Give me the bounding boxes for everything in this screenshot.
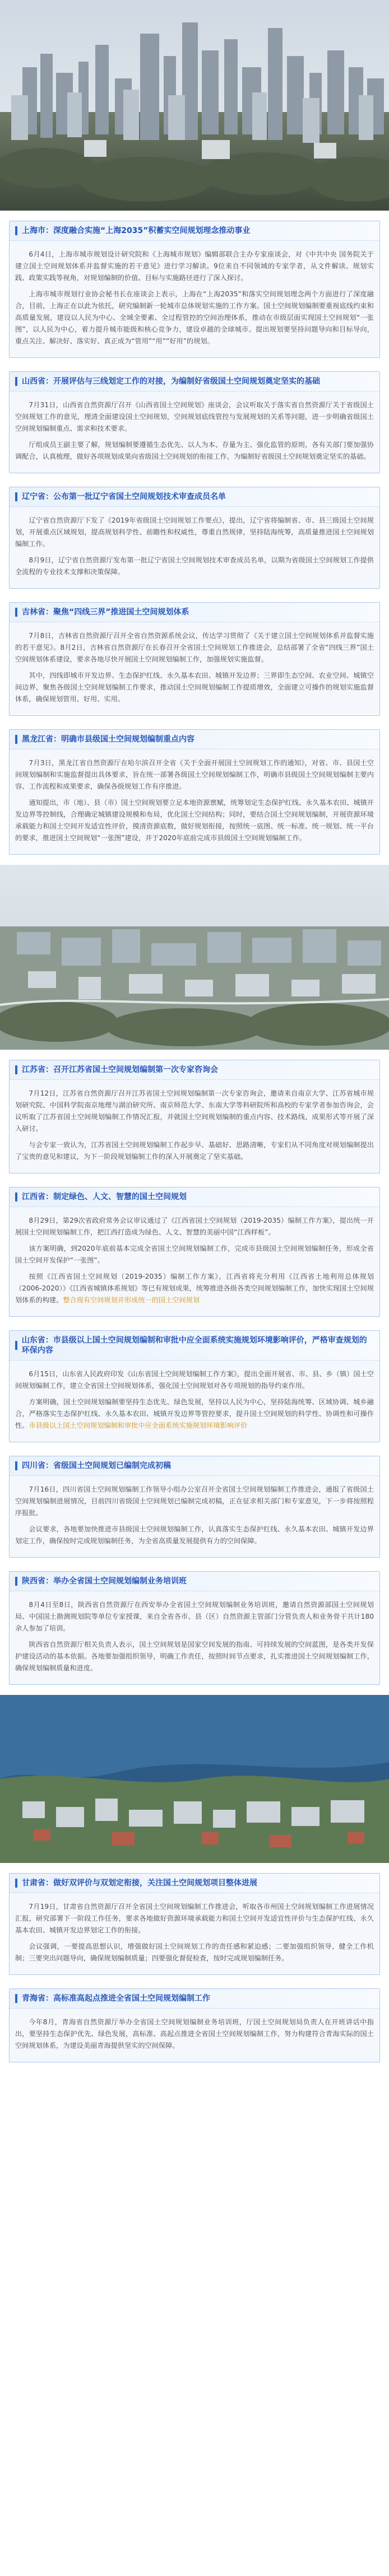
news-section-heilongjiang: [9, 729, 380, 855]
paragraph-text: 按照《江西省国土空间规划（2019-2035）编制工作方案》，江西省将充分利用《江西省土地利用总体规划（2006-2020）》《江西省城镇体系规划》等已有规划成果，统筹推进各级各类空间规划编制工作，加快实现国土空间规划体系的构建。: [15, 1273, 374, 1304]
news-section-sichuan: [9, 1456, 380, 1558]
section-title: 甘肃省：做好双评价与双划定衔接，关注国土空间规划项目整体进展: [22, 1879, 257, 1888]
section-title: 吉林省：聚焦“四线三界”推进国土空间规划体系: [22, 608, 189, 617]
section-title: 江苏省：召开江苏省国土空间规划编制第一次专家咨询会: [22, 1065, 218, 1074]
paragraph: 与会专家一致认为，江苏省国土空间规划编制工作起步早、基础好、思路清晰，专家们从不同角度对规划编制提出了宝贵的意见和建议，为下一阶段规划编制工作的深入开展奠定了坚实基础。: [15, 1141, 374, 1161]
accent-bar: [15, 1879, 17, 1888]
paragraph: 陕西省自然资源厅相关负责人表示，国土空间规划是国家空间发展的指南、可持续发展的空间蓝图，是各类开发保护建设活动的基本依据。各地要加强组织领导，明确工作责任，按照时间节点要求，扎实推进国土空间规划编制工作，确保规划编制质量和进度。: [15, 1641, 374, 1672]
section-header: [10, 730, 379, 749]
accent-bar: [15, 226, 17, 235]
paragraph: 会议要求，各地要加快推进市县级国土空间规划编制工作，认真落实生态保护红线、永久基本农田、城镇开发边界划定工作，确保按时完成规划编制任务，为全省高质量发展提供有力的空间保障。: [15, 1525, 374, 1545]
paragraph: 厅组成员王副主要了解，规划编制要遵循生态优先、以人为本、存量为主、强化监管的原则，各有关部门要加强协调配合，认真梳理，做好各项规划成果向省级国土空间规划的衔接工作，为编制好省级国土空间规划奠定坚实的基础。: [15, 441, 374, 460]
section-title: 黑龙江省：明确市县级国土空间规划编制重点内容: [22, 735, 194, 744]
highlight-text: 整合现有空间规划并形成统一的国土空间规划: [63, 1296, 200, 1304]
section-title: 山东省：市县级以上国土空间规划编制和审批中应全面系统实施规划环境影响评价，严格审查规划的环保内容: [21, 1336, 367, 1355]
paragraph: 会议强调，一要提高思想认识，增强做好国土空间规划工作的责任感和紧迫感；二要加强组织领导，健全工作机制；三要突出问题导向，确保规划编制质量；四要强化督促检查，按时完成规划编制任务。: [15, 1943, 374, 1962]
news-section-shandong: [9, 1330, 380, 1442]
paragraph: 7月31日，山西省自然资源厅召开《山西省国土空间规划》座谈会，会议听取关于落实省自然资源厅关于省级国土空间规划工作的意见，理清全面建设国土空间规划，空间规划底线管控与发展规划的关系等问题，进一步明确省级国土空间规划编制重点、需求和技术要求。: [15, 401, 374, 432]
news-section-qinghai: [9, 1988, 380, 2062]
paragraph-text: 方案明确，国土空间规划编制要坚持生态优先、绿色发展，坚持以人民为中心，坚持陆海统筹、区域协调、城乡融合，严格落实生态保护红线、永久基本农田、城镇开发边界等管控要求，提升国土空间规划的科学性、协调性和可操作性。: [15, 1398, 374, 1429]
paragraph: [15, 1271, 374, 1306]
section-header: [10, 1989, 379, 2009]
section-title: 陕西省：举办全省国土空间规划编制业务培训班: [22, 1577, 187, 1586]
news-section-shanghai: [9, 221, 380, 358]
section-header: [10, 603, 379, 622]
paragraph: 8月4日至8日，陕西省自然资源厅在西安举办全省国土空间规划编制业务培训班，邀请自然资源部国土空间规划局、中国国土勘测规划院等单位专家授课，来自全省各市、县（区）自然资源主管部门分管负责人和业务骨干共计180余人参加了培训。: [15, 1601, 374, 1632]
news-section-gansu: [9, 1873, 380, 1975]
section-header: [10, 1572, 379, 1591]
paragraph: 7月12日，江苏省自然资源厅召开江苏省国土空间规划编制第一次专家咨询会，邀请来自南京大学、江苏省城市规划研究院、中国科学院南京地理与湖泊研究所、南京师范大学、东南大学等科研院所和高校的专家学者参加咨询会，会议听取了江苏省国土空间规划编制工作情况汇报，并就国土空间规划编制的重点内容、技术路线、成果形式等开展了深入研讨。: [15, 1089, 374, 1133]
paragraph: 7月8日，吉林省自然资源厅召开全省自然资源系统会议，传达学习贯彻了《关于建立国土空间规划体系并监督实施的若干意见》。8月2日，吉林省自然资源厅在长春召开全省国土空间规划工作推进会，总结部署了全省“四线三界”国土空间规划体系建设，要求各地尽快开展国土空间规划编制工作，加强规划实施监督。: [15, 632, 374, 663]
paragraph: 上海市城市规划行业协会秘书长在座谈会上表示，上海在“上海2035”和落实空间规划理念两个方面进行了深度融合，目前，上海正在以此为依托，研究编制新一轮城市总体规划实施的工作方案。国土空间规划编制要重视底线约束和高质量发展，建设以人民为中心、全域全要素、全过程管控的空间治理体系，推动在市级层面实现国土空间规划“一张图”，以人民为中心，着力提升城市能级和核心竞争力，建设卓越的全球城市。提出规划要坚持问题导向和目标导向，重点关注、解决好、落实好、真正成为“管用”“用”“好用”的规划。: [15, 290, 374, 345]
accent-bar: [15, 492, 17, 501]
news-section-liaoning: [9, 487, 380, 589]
paragraph: 8月9日，辽宁省自然资源厅发布第一批辽宁省国土空间规划技术审查成员名单，以期为省级国土空间规划工作提供全流程的专业技术支撑和决策保障。: [15, 556, 374, 576]
section-title: 青海省：高标准高起点推进全省国土空间规划编制工作: [22, 1994, 210, 2003]
accent-bar: [15, 1461, 17, 1470]
accent-bar: [15, 608, 17, 617]
paragraph: 7月19日，甘肃省自然资源厅召开全省国土空间规划编制工作推进会，听取各市州国土空间规划编制工作进展情况汇报，研究部署下一阶段工作任务，要求各地做好资源环境承载能力和国土空间开发适宜性评价与生态保护红线、永久基本农田、城镇开发边界划定工作的衔接。: [15, 1903, 374, 1934]
paragraph: 7月16日，四川省国土空间规划编制工作领导小组办公室召开全省国土空间规划编制工作推进会，通报了省级国土空间规划编制进展情况，目前四川省级国土空间规划已编制完成初稿，正在征求相关部门和专家意见，下一步将按照程序报批。: [15, 1485, 374, 1517]
news-section-jiangxi: [9, 1187, 380, 1317]
accent-bar: [15, 1192, 17, 1201]
news-section-shanxi: [9, 371, 380, 473]
section-title: 上海市：深度融合实施“上海2035”积蓄实空间规划理念推动事业: [22, 226, 251, 235]
paragraph: [15, 1396, 374, 1432]
accent-bar: [15, 377, 17, 386]
news-section-shaanxi: [9, 1571, 380, 1685]
section-title: 四川省：省级国土空间规划已编制完成初稿: [22, 1461, 171, 1470]
paragraph: 8月29日，第29次省政府常务会议审议通过了《江西省国土空间规划（2019-2035）编制工作方案》，提出统一开展国土空间规划编制工作，把江西打造成为绿色、人文、智慧的美丽中国“江西样板”。: [15, 1217, 374, 1236]
section-title: 辽宁省：公布第一批辽宁省国土空间规划技术审查成员名单: [22, 492, 226, 501]
paragraph: 该方案明确，到2020年底前基本完成全省国土空间规划编制工作，完成市县级国土空间规划编制任务，形成全省国土空间开发保护“一张图”。: [15, 1245, 374, 1264]
coastal-city-photo: [0, 1695, 389, 1863]
paragraph: 其中，四线即城市开发边界、生态保护红线、永久基本农田、城镇开发边界；三界即生态空间、农业空间、城镇空间边界，聚焦各级国土空间规划编制工作要求，推动国土空间规划编制工作提质增效，全面建立可操作的规划实施监督体系，确保规划管用、好用、实用。: [15, 672, 374, 703]
section-header: [10, 1456, 379, 1476]
section-header: [10, 487, 379, 507]
highlight-text: 市县级以上国土空间规划编制和审批中应全面系统实施规划环境影响评价: [29, 1422, 248, 1429]
news-section-jiangsu: [9, 1060, 380, 1173]
section-header: [10, 1874, 379, 1893]
accent-bar: [15, 735, 17, 744]
paragraph: 辽宁省自然资源厅下发了《2019年省级国土空间规划工作要点》，提出，辽宁省将编制省、市、县三级国土空间规划，开展重点区域规划，提高规划科学性、前瞻性和权威性，尊重自然规律，坚持陆海统筹，高质量推进国土空间规划编制工作。: [15, 516, 374, 548]
section-header: [10, 372, 379, 392]
accent-bar: [15, 1577, 17, 1586]
section-header: [10, 1331, 379, 1361]
section-title: 山西省：开展评估与三线划定工作的对接，为编制好省级国土空间规划奠定坚实的基础: [22, 377, 320, 386]
city-skyline-photo: [0, 0, 389, 211]
accent-bar: [15, 1341, 17, 1350]
accent-bar: [15, 1994, 17, 2003]
paragraph: 6月15日，山东省人民政府印发《山东省国土空间规划编制工作方案》，提出全面开展省、市、县、乡（镇）国土空间规划编制工作，建立全省国土空间规划体系，强化国土空间规划对各专项规划的指导约束作用。: [15, 1370, 374, 1390]
paragraph: 6月4日，上海市城市规划设计研究院和《上海城市规划》编辑部联合主办专家座谈会，对《中共中央 国务院关于建立国土空间规划体系并监督实施的若干意见》进行学习解读。9位来自不同领域的专家学者，从文件解读、规划实践、政策实践等视角，对规划编制的价值、目标与实施路径进行了深入探讨。: [15, 250, 374, 282]
news-section-jilin: [9, 602, 380, 716]
accent-bar: [15, 1065, 17, 1074]
section-title: 江西省：制定绿色、人文、智慧的国土空间规划: [22, 1192, 187, 1201]
paragraph: 7月3日，黑龙江省自然资源厅在哈尔滨召开全省《关于全面开展国土空间规划工作的通知》，对省、市、县国土空间规划编制和实施监督提出具体要求，旨在统一部署各级国土空间规划编制工作，明确市县级国土空间规划编制主要内容、工作流程和成果要求，确保各级规划工作有序推进。: [15, 759, 374, 790]
paragraph: 通知提出，市（地）、县（市）国土空间规划要立足本地资源禀赋，统筹划定生态保护红线、永久基本农田、城镇开发边界等控制线，合理确定城镇建设规模和布局，优化国土空间结构；同时，要结合国土空间规划编制，开展资源环境承载能力和国土空间开发适宜性评价，摸清资源底数，做好规划衔接，按照统一底图、统一标准、统一规划、统一平台的要求，推进国土空间规划“一张图”建设，并于2020年底前完成市县级国土空间规划编制工作。: [15, 799, 374, 842]
section-header: [10, 1187, 379, 1207]
section-header: [10, 221, 379, 241]
section-header: [10, 1060, 379, 1080]
aerial-city-photo: [0, 865, 389, 1050]
paragraph: 今年8月，青海省自然资源厅举办全省国土空间规划编制业务培训班，厅国土空间规划局负责人在开班讲话中指出，要坚持生态保护优先、绿色发展，高标准、高起点推进全省国土空间规划编制工作，努力构建符合青海实际的国土空间规划体系，为建设美丽青海提供坚实的空间保障。: [15, 2018, 374, 2049]
